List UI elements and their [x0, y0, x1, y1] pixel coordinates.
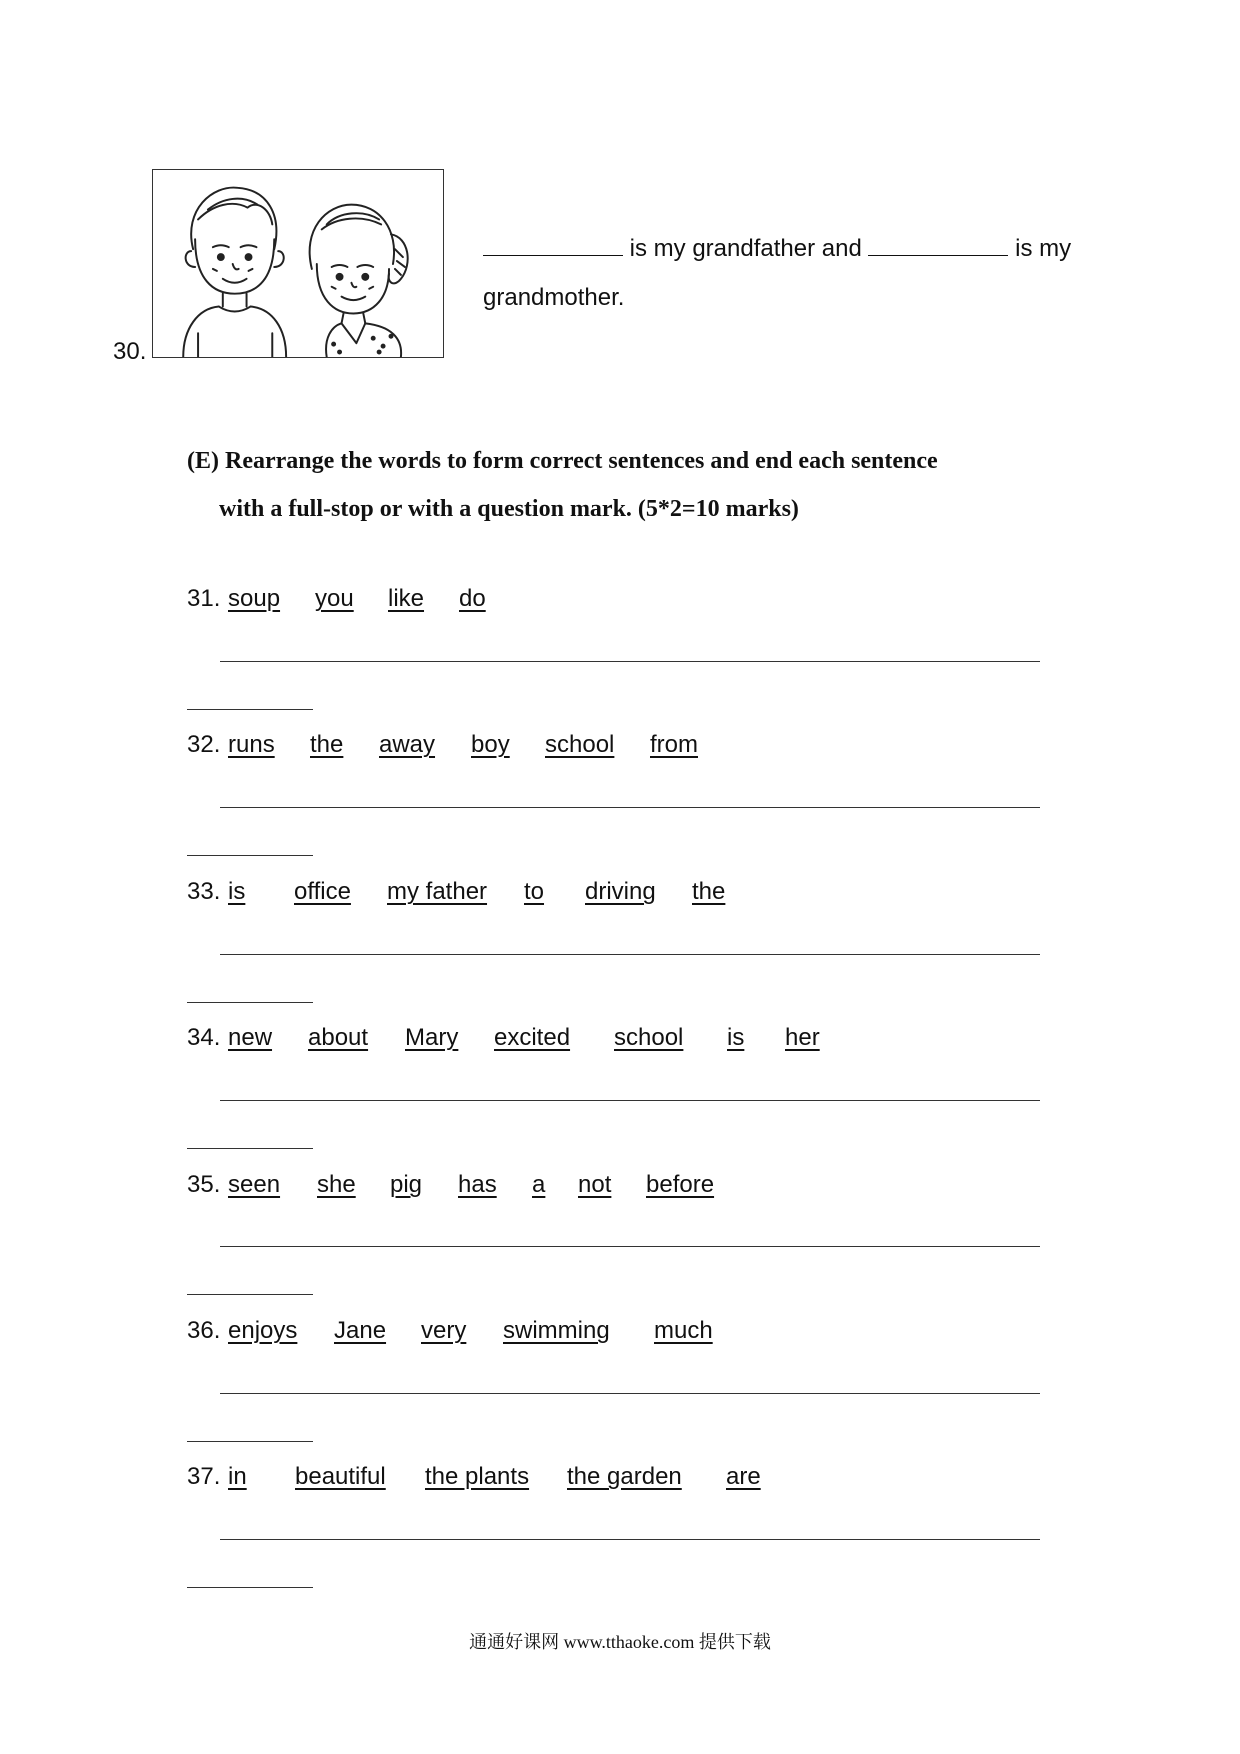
word: the: [310, 731, 344, 758]
question-number: 37.: [187, 1463, 221, 1490]
question-number: 34.: [187, 1024, 221, 1051]
word: soup: [228, 585, 281, 612]
word: Jane: [334, 1317, 387, 1344]
word: has: [458, 1171, 497, 1198]
question-30-part2: is my: [1015, 235, 1072, 262]
grandmother-blank[interactable]: [868, 235, 1008, 256]
question-number: 35.: [187, 1171, 221, 1198]
word: beautiful: [295, 1463, 386, 1490]
word: new: [228, 1024, 273, 1051]
word: you: [315, 585, 354, 612]
word: from: [650, 731, 698, 758]
question-30-part1: is my grandfather and: [629, 235, 862, 262]
word: she: [317, 1171, 356, 1198]
answer-line-33[interactable]: [220, 954, 1040, 955]
word: before: [646, 1171, 715, 1198]
word: Mary: [405, 1024, 459, 1051]
section-e-title: [187, 437, 1047, 533]
word: very: [421, 1317, 467, 1344]
question-number: 36.: [187, 1317, 221, 1344]
answer-line-36-continued[interactable]: [187, 1441, 313, 1442]
word: is: [727, 1024, 745, 1051]
section-e-title-line1: (E) Rearrange the words to form correct sentences and end each sentence: [187, 448, 938, 474]
word: to: [524, 878, 545, 905]
word: my father: [387, 878, 488, 905]
question-number: 32.: [187, 731, 221, 758]
word: much: [654, 1317, 713, 1344]
question-30-number: 30.: [113, 338, 147, 365]
word: her: [785, 1024, 820, 1051]
answer-line-34-continued[interactable]: [187, 1148, 313, 1149]
word: the plants: [425, 1463, 530, 1490]
word: enjoys: [228, 1317, 298, 1344]
word: away: [379, 731, 436, 758]
word: swimming: [503, 1317, 610, 1344]
word: are: [726, 1463, 761, 1490]
word: pig: [390, 1171, 423, 1198]
answer-line-34[interactable]: [220, 1100, 1040, 1101]
word: seen: [228, 1171, 281, 1198]
word: is: [228, 878, 246, 905]
grandparents-illustration: [152, 169, 444, 358]
grandfather-blank[interactable]: [483, 235, 623, 256]
question-30-part3: grandmother.: [483, 284, 625, 311]
word: like: [388, 585, 425, 612]
answer-line-35-continued[interactable]: [187, 1294, 313, 1295]
word: not: [578, 1171, 612, 1198]
answer-line-37[interactable]: [220, 1539, 1040, 1540]
answer-line-32[interactable]: [220, 807, 1040, 808]
word: boy: [471, 731, 510, 758]
answer-line-36[interactable]: [220, 1393, 1040, 1394]
grandmother-figure: [310, 205, 408, 357]
answer-line-32-continued[interactable]: [187, 855, 313, 856]
section-e-title-line2: with a full-stop or with a question mark. (5*2=10 marks): [219, 496, 799, 522]
answer-line-35[interactable]: [220, 1246, 1040, 1247]
word: the garden: [567, 1463, 682, 1490]
question-30-sentence: [483, 224, 1103, 322]
question-number: 31.: [187, 585, 221, 612]
footer-source: 通通好课网 www.tthaoke.com 提供下载: [469, 1632, 771, 1652]
question-number: 33.: [187, 878, 221, 905]
answer-line-33-continued[interactable]: [187, 1002, 313, 1003]
word: the: [692, 878, 726, 905]
answer-line-37-continued[interactable]: [187, 1587, 313, 1588]
word: runs: [228, 731, 275, 758]
answer-line-31-continued[interactable]: [187, 709, 313, 710]
grandfather-figure: [183, 188, 286, 357]
word: excited: [494, 1024, 571, 1051]
word: do: [459, 585, 486, 612]
word: school: [614, 1024, 684, 1051]
word: in: [228, 1463, 247, 1490]
word: about: [308, 1024, 369, 1051]
word: school: [545, 731, 615, 758]
answer-line-31[interactable]: [220, 661, 1040, 662]
word: driving: [585, 878, 656, 905]
word: office: [294, 878, 351, 905]
word: a: [532, 1171, 546, 1198]
